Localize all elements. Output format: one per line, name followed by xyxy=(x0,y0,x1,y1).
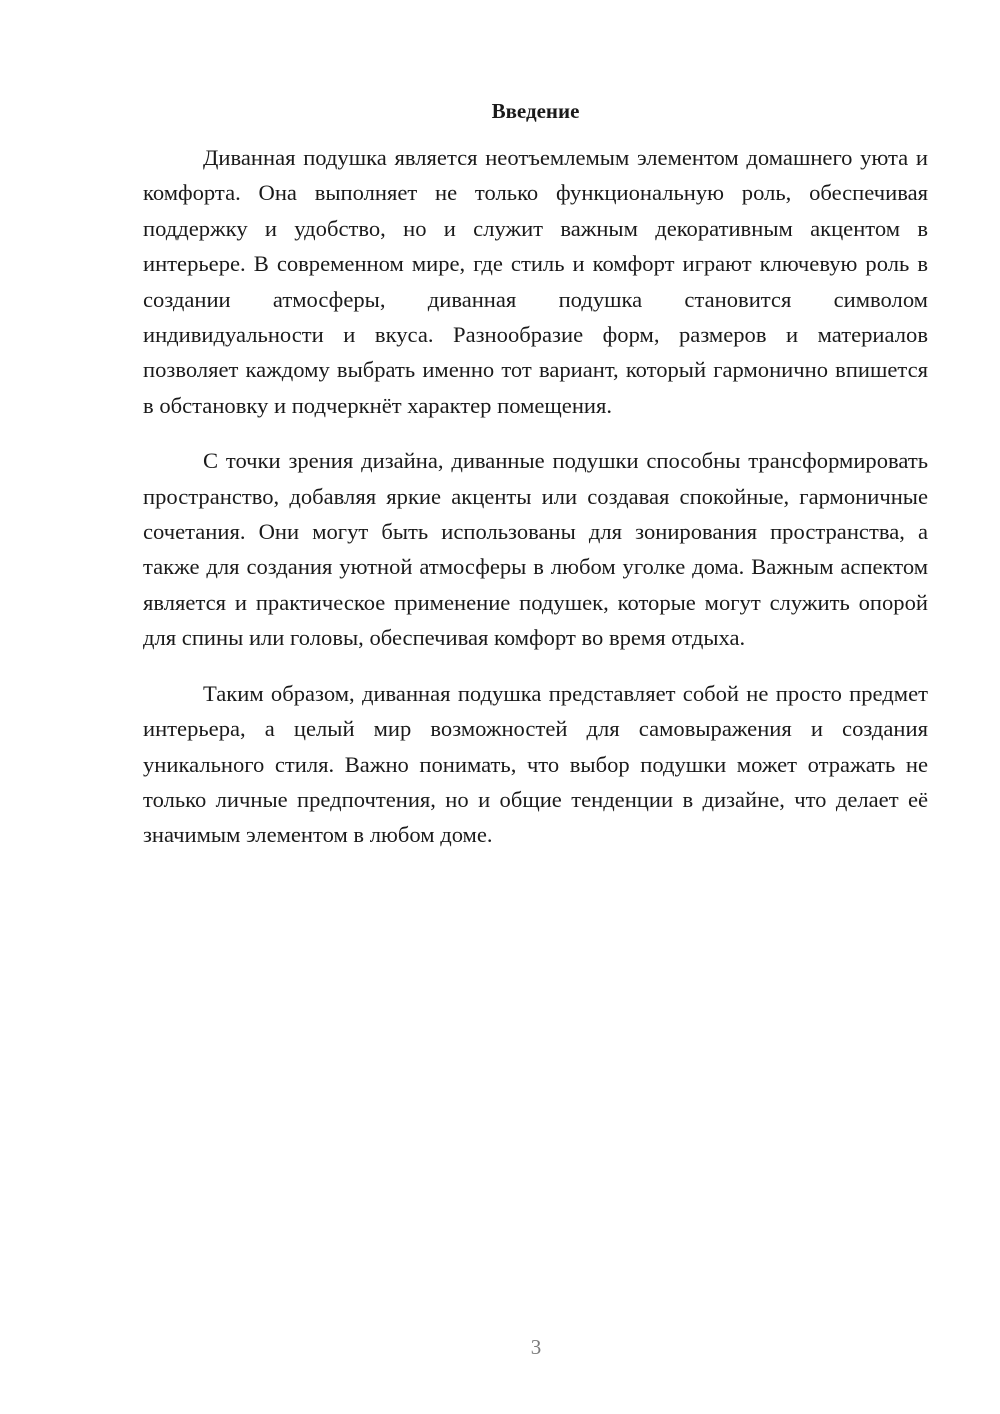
section-heading: Введение xyxy=(491,99,580,123)
page-content xyxy=(143,96,928,853)
page-number: 3 xyxy=(530,1335,542,1359)
paragraph-3: Таким образом, диванная подушка представляет собой не просто предмет интерьера, а целый мир возможностей для самовыражения и создания уникального стиля. Важно понимать, что выбор подушки может отражать не только личные предпочтения, но и общие тенденции в дизайне, что делает её значимым элементом в любом доме. xyxy=(143,680,928,848)
paragraph-2: С точки зрения дизайна, диванные подушки способны трансформировать пространство, добавляя яркие акценты или создавая спокойные, гармоничные сочетания. Они могут быть использованы для зонирования пространства, а также для создания уютной атмосферы в любом уголке дома. Важным аспектом является и практическое применение подушек, которые могут служить опорой для спины или головы, обеспечивая комфорт во время отдыха. xyxy=(143,448,928,651)
paragraph-1: Диванная подушка является неотъемлемым элементом домашнего уюта и комфорта. Она выполняет не только функциональную роль, обеспечивая поддержку и удобство, но и служит важным декоративным акцентом в интерьере. В современном мире, где стиль и комфорт играют ключевую роль в создании атмосферы, диванная подушка становится символом индивидуальности и вкуса. Разнообразие форм, размеров и материалов позволяет каждому выбрать именно тот вариант, который гармонично впишется в обстановку и подчеркнёт характер помещения. xyxy=(143,145,928,418)
